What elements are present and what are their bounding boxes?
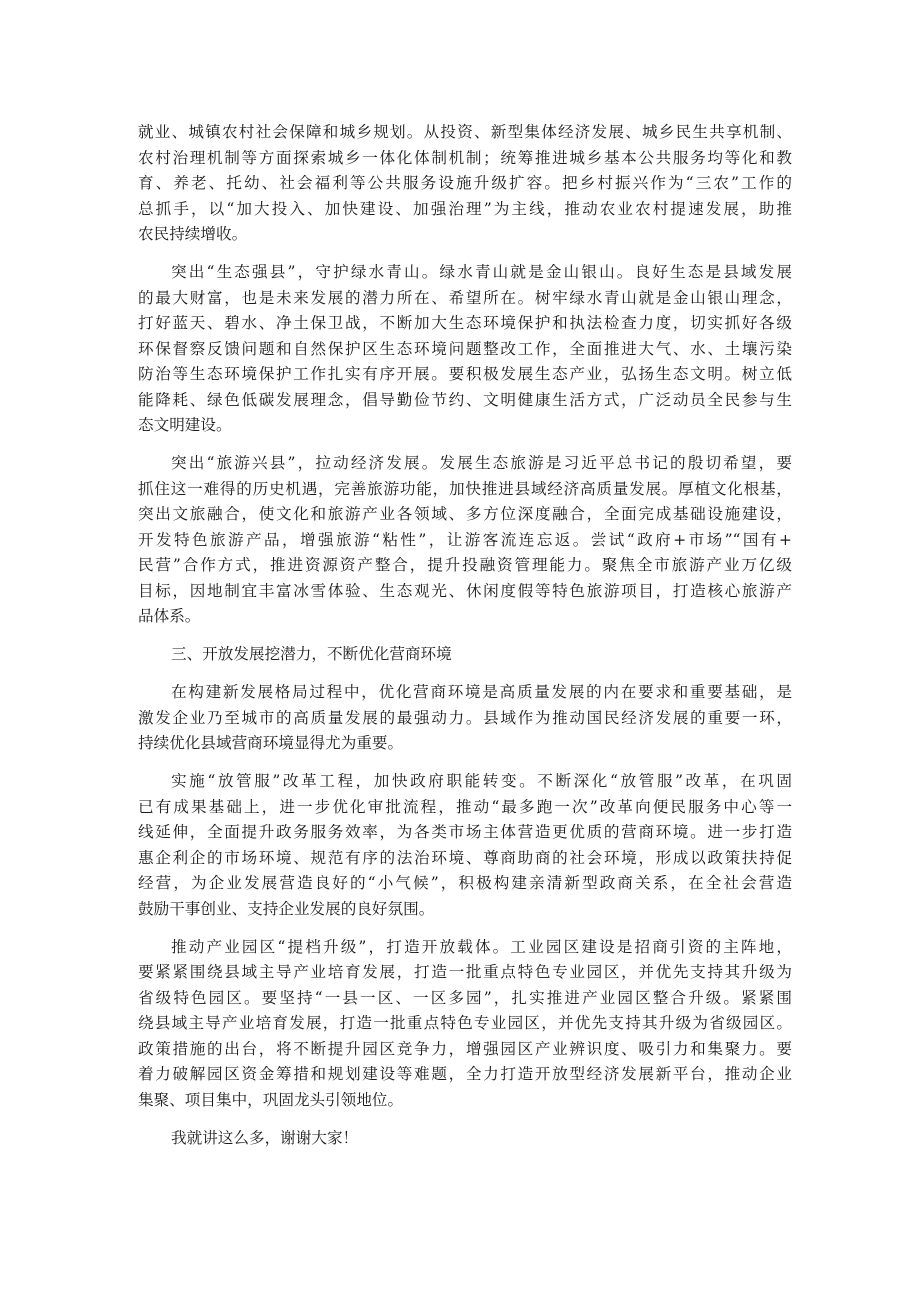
text-line: 实施“放管服”改革工程，加快政府职能转变。不断深化“放管服”改革，在巩固 xyxy=(171,772,792,790)
text-line: 农村治理机制等方面探索城乡一体化体制机制；统筹推进城乡基本公共服务均等化和教 xyxy=(138,148,792,167)
text-line: 防治等生态环境保护工作扎实有序开展。要积极发展生态产业，弘扬生态文明。树立低 xyxy=(138,365,792,383)
paragraph-p4 xyxy=(138,642,792,668)
text-line: 民营”合作方式，推进资源资产整合，提升投融资管理能力。聚焦全市旅游产业万亿级 xyxy=(138,556,792,574)
text-line: 目标，因地制宜丰富冰雪体验、生态观光、休闲度假等特色旅游项目，打造核心旅游产 xyxy=(138,581,792,600)
text-line: 三、开放发展挖潜力，不断优化营商环境 xyxy=(171,645,452,663)
text-line: 着力破解园区资金筹措和规划建设等难题，全力打造开放型经济发展新平台，推动企业 xyxy=(138,1065,792,1083)
text-line: 总抓手，以“加大投入、加快建设、加强治理”为主线，推动农业农村提速发展，助推 xyxy=(138,199,792,218)
text-line: 推动产业园区“提档升级”，打造开放载体。工业园区建设是招商引资的主阵地， xyxy=(171,937,792,956)
text-line: 态文明建设。 xyxy=(138,416,232,434)
text-line: 环保督察反馈问题和自然保护区生态环境问题整改工作，全面推进大气、水、土壤污染 xyxy=(138,339,792,358)
text-line: 激发企业乃至城市的高质量发展的最强动力。县域作为推动国民经济发展的重要一环， xyxy=(138,708,792,727)
text-line: 我就讲这么多，谢谢大家！ xyxy=(171,1128,359,1147)
text-line: 突出文旅融合，使文化和旅游产业各领域、多方位深度融合，全面完成基础设施建设， xyxy=(138,505,792,523)
text-line: 要紧紧围绕县域主导产业培育发展，打造一批重点特色专业园区，并优先支持其升级为 xyxy=(138,963,792,981)
text-line: 鼓励干事创业、支持企业发展的良好氛围。 xyxy=(138,899,435,918)
text-line: 开发特色旅游产品，增强旅游“粘性”，让游客流连忘返。尝试“政府+市场”“国有+ xyxy=(138,530,792,549)
text-line: 集聚、项目集中，巩固龙头引领地位。 xyxy=(138,1090,404,1109)
text-line: 绕县域主导产业培育发展，打造一批重点特色专业园区，并优先支持其升级为省级园区。 xyxy=(138,1014,792,1032)
paragraph-p3 xyxy=(138,451,792,630)
text-line: 已有成果基础上，进一步优化审批流程，推动“最多跑一次”改革向便民服务中心等一 xyxy=(138,797,792,816)
paragraph-p5 xyxy=(138,680,792,757)
text-line: 惠企利企的市场环境、规范有序的法治环境、尊商助商的社会环境，形成以政策扶持促 xyxy=(138,848,792,867)
text-line: 的最大财富，也是未来发展的潜力所在、希望所在。树牢绿水青山就是金山银山理念， xyxy=(138,288,792,307)
text-line: 育、养老、托幼、社会福利等公共服务设施升级扩容。把乡村振兴作为“三农”工作的 xyxy=(138,174,792,192)
text-line: 省级特色园区。要坚持“一县一区、一区多园”，扎实推进产业园区整合升级。紧紧围 xyxy=(138,988,792,1007)
text-line: 突出“旅游兴县”，拉动经济发展。发展生态旅游是习近平总书记的殷切希望，要 xyxy=(171,454,792,472)
paragraph-p1 xyxy=(138,120,792,248)
paragraph-p2 xyxy=(138,260,792,439)
text-line: 政策措施的出台，将不断提升园区竞争力，增强园区产业辨识度、吸引力和集聚力。要 xyxy=(138,1039,792,1058)
text-line: 在构建新发展格局过程中，优化营商环境是高质量发展的内在要求和重要基础，是 xyxy=(171,683,792,701)
paragraph-p8 xyxy=(138,1126,792,1152)
paragraph-p6 xyxy=(138,769,792,922)
text-line: 品体系。 xyxy=(138,607,201,625)
text-line: 突出“生态强县”，守护绿水青山。绿水青山就是金山银山。良好生态是县域发展 xyxy=(171,263,792,281)
paragraph-p7 xyxy=(138,935,792,1114)
text-line: 线延伸，全面提升政务服务效率，为各类市场主体营造更优质的营商环境。进一步打造 xyxy=(138,823,792,841)
text-line: 能降耗、绿色低碳发展理念，倡导勤俭节约、文明健康生活方式，广泛动员全民参与生 xyxy=(138,390,792,409)
text-line: 打好蓝天、碧水、净土保卫战，不断加大生态环境保护和执法检查力度，切实抓好各级 xyxy=(138,314,792,332)
text-line: 农民持续增收。 xyxy=(138,225,248,243)
document-body xyxy=(138,120,792,1164)
text-line: 经营，为企业发展营造良好的“小气候”，积极构建亲清新型政商关系，在全社会营造 xyxy=(138,874,792,892)
text-line: 就业、城镇农村社会保障和城乡规划。从投资、新型集体经济发展、城乡民生共享机制、 xyxy=(138,123,792,141)
text-line: 持续优化县域营商环境显得尤为重要。 xyxy=(138,734,404,752)
text-line: 抓住这一难得的历史机遇，完善旅游功能，加快推进县域经济高质量发展。厚植文化根基， xyxy=(138,479,792,498)
